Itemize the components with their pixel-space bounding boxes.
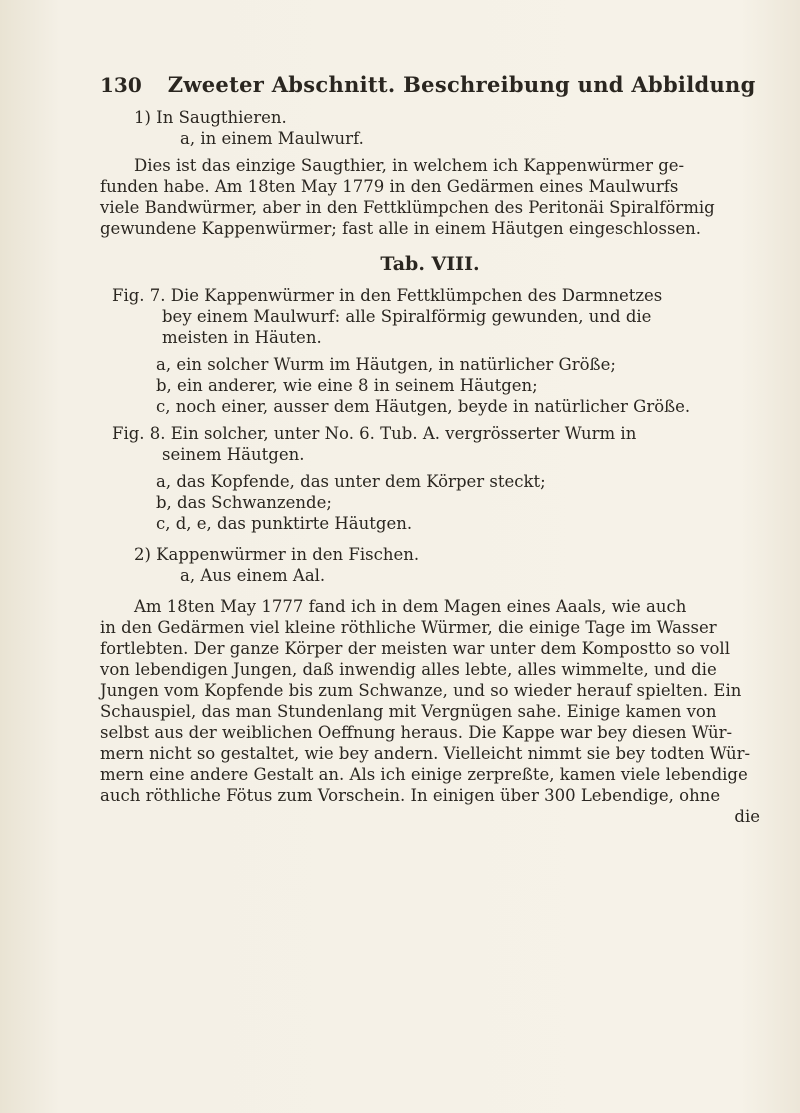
paragraph-line: auch röthliche Fötus zum Vorschein. In einigen über 300 Lebendige, ohne bbox=[100, 786, 721, 805]
figure-item: b, ein anderer, wie eine 8 in seinem Häutgen; bbox=[156, 376, 538, 395]
plate-heading: Tab. VIII. bbox=[380, 253, 480, 275]
subsection-heading: a, in einem Maulwurf. bbox=[180, 129, 364, 148]
catchword: die bbox=[734, 807, 760, 826]
paragraph-line: mern eine andere Gestalt an. Als ich einige zerpreßte, kamen viele lebendige bbox=[100, 765, 748, 784]
paragraph-line: mern nicht so gestaltet, wie bey andern. Vielleicht nimmt sie bey todten Wür- bbox=[100, 744, 751, 763]
figure-item: a, das Kopfende, das unter dem Körper steckt; bbox=[156, 472, 546, 491]
paragraph-line: funden habe. Am 18ten May 1779 in den Gedärmen eines Maulwurfs bbox=[100, 177, 679, 196]
paragraph-line: Am 18ten May 1777 fand ich in dem Magen eines Aaals, wie auch bbox=[134, 597, 687, 616]
figure-item: c, d, e, das punktirte Häutgen. bbox=[156, 514, 413, 533]
figure-caption-line: Fig. 8. Ein solcher, unter No. 6. Tub. A. vergrösserter Wurm in bbox=[112, 424, 637, 443]
paragraph-line: in den Gedärmen viel kleine röthliche Würmer, die einige Tage im Wasser bbox=[100, 618, 717, 637]
paragraph-line: selbst aus der weiblichen Oeffnung heraus. Die Kappe war bey diesen Wür- bbox=[100, 723, 733, 742]
page-number: 130 bbox=[100, 73, 142, 97]
figure-caption-line: bey einem Maulwurf: alle Spiralförmig gewunden, und die bbox=[162, 307, 652, 326]
figure-caption-line: Fig. 7. Die Kappenwürmer in den Fettklümpchen des Darmnetzes bbox=[112, 286, 663, 305]
subsection-heading: a, Aus einem Aal. bbox=[180, 566, 326, 585]
figure-caption-line: seinem Häutgen. bbox=[162, 445, 305, 464]
section-heading: 1) In Saugthieren. bbox=[134, 108, 287, 127]
figure-caption-line: meisten in Häuten. bbox=[162, 328, 322, 347]
running-title: Zweeter Abschnitt. Beschreibung und Abbildung bbox=[167, 72, 756, 97]
paragraph-line: von lebendigen Jungen, daß inwendig alles lebte, alles wimmelte, und die bbox=[100, 660, 717, 679]
figure-item: b, das Schwanzende; bbox=[156, 493, 332, 512]
paragraph-line: Dies ist das einzige Saugthier, in welchem ich Kappenwürmer ge- bbox=[134, 156, 685, 175]
figure-item: c, noch einer, ausser dem Häutgen, beyde in natürlicher Größe. bbox=[156, 397, 691, 416]
paragraph-line: Schauspiel, das man Stundenlang mit Vergnügen sahe. Einige kamen von bbox=[100, 702, 717, 721]
figure-item: a, ein solcher Wurm im Häutgen, in natürlicher Größe; bbox=[156, 355, 616, 374]
paragraph-line: fortlebten. Der ganze Körper der meisten war unter dem Kompostto so voll bbox=[100, 639, 730, 658]
paragraph-line: Jungen vom Kopfende bis zum Schwanze, und so wieder herauf spielten. Ein bbox=[100, 681, 742, 700]
section-heading: 2) Kappenwürmer in den Fischen. bbox=[134, 545, 420, 564]
paragraph-line: gewundene Kappenwürmer; fast alle in einem Häutgen eingeschlossen. bbox=[100, 219, 702, 238]
page-header bbox=[100, 72, 760, 97]
paragraph-line: viele Bandwürmer, aber in den Fettklümpchen des Peritonäi Spiralförmig bbox=[100, 198, 715, 217]
